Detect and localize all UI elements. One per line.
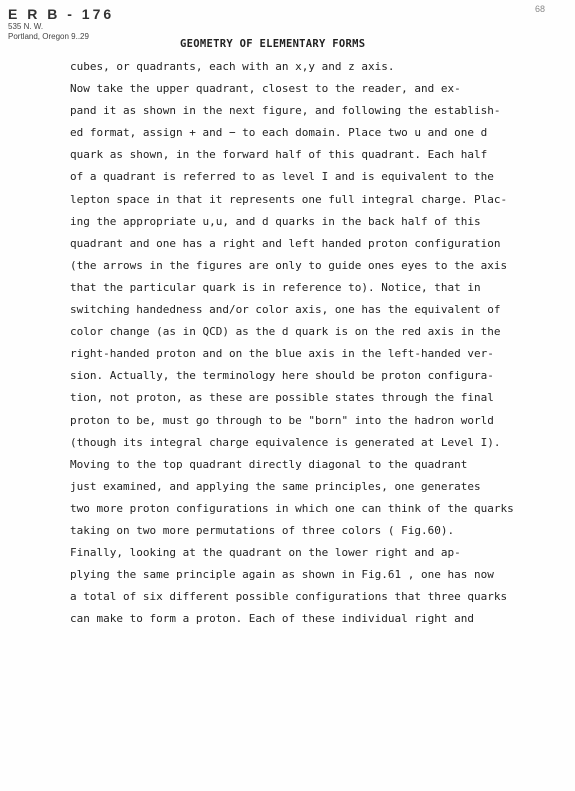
text-line: can make to form a proton. Each of these individual right and	[70, 612, 474, 626]
text-line: right-handed proton and on the blue axis in the left-handed ver-	[70, 347, 494, 361]
text-line: lepton space in that it represents one full integral charge. Plac-	[70, 192, 508, 206]
text-line: taking on two more permutations of three colors ( Fig.60).	[70, 523, 455, 537]
text-line: color change (as in QCD) as the d quark is on the red axis in the	[70, 325, 501, 339]
text-line: that the particular quark is in reference to). Notice, that in	[70, 280, 481, 294]
text-line: quadrant and one has a right and left handed proton configuration	[70, 236, 501, 250]
text-line: two more proton configurations in which one can think of the quarks	[70, 501, 514, 515]
page-title: GEOMETRY OF ELEMENTARY FORMS	[180, 38, 366, 50]
text-line: ing the appropriate u,u, and d quarks in the back half of this	[70, 214, 481, 228]
text-line: a total of six different possible configurations that three quarks	[70, 590, 508, 604]
text-line: (though its integral charge equivalence is generated at Level I).	[70, 435, 501, 449]
text-line: just examined, and applying the same principles, one generates	[70, 479, 481, 493]
archive-stamp	[8, 6, 188, 42]
stamp-address-line: 535 N. W.	[8, 22, 44, 31]
page-corner-mark: 68	[534, 4, 545, 14]
text-line: proton to be, must go through to be "born" into the hadron world	[70, 413, 494, 427]
stamp-catalog-number: E R B - 176	[8, 6, 115, 22]
body-text	[70, 56, 545, 630]
text-line: (the arrows in the figures are only to guide ones eyes to the axis	[70, 258, 508, 272]
text-line: tion, not proton, as these are possible states through the final	[70, 391, 494, 405]
text-line: of a quadrant is referred to as level I and is equivalent to the	[70, 170, 494, 184]
text-line: quark as shown, in the forward half of this quadrant. Each half	[70, 148, 488, 162]
text-line: pand it as shown in the next figure, and following the establish-	[70, 104, 501, 118]
text-line: cubes, or quadrants, each with an x,y and z axis.	[70, 60, 395, 73]
text-line: Moving to the top quadrant directly diagonal to the quadrant	[70, 457, 468, 471]
text-line: sion. Actually, the terminology here should be proton configura-	[70, 369, 494, 383]
text-line: switching handedness and/or color axis, one has the equivalent of	[70, 303, 501, 317]
text-line: Now take the upper quadrant, closest to the reader, and ex-	[70, 82, 461, 96]
text-line: ed format, assign + and − to each domain. Place two u and one d	[70, 126, 488, 140]
stamp-city-line: Portland, Oregon 9..29	[8, 32, 89, 41]
text-line: plying the same principle again as shown in Fig.61 , one has now	[70, 568, 494, 582]
text-line: Finally, looking at the quadrant on the lower right and ap-	[70, 546, 461, 560]
